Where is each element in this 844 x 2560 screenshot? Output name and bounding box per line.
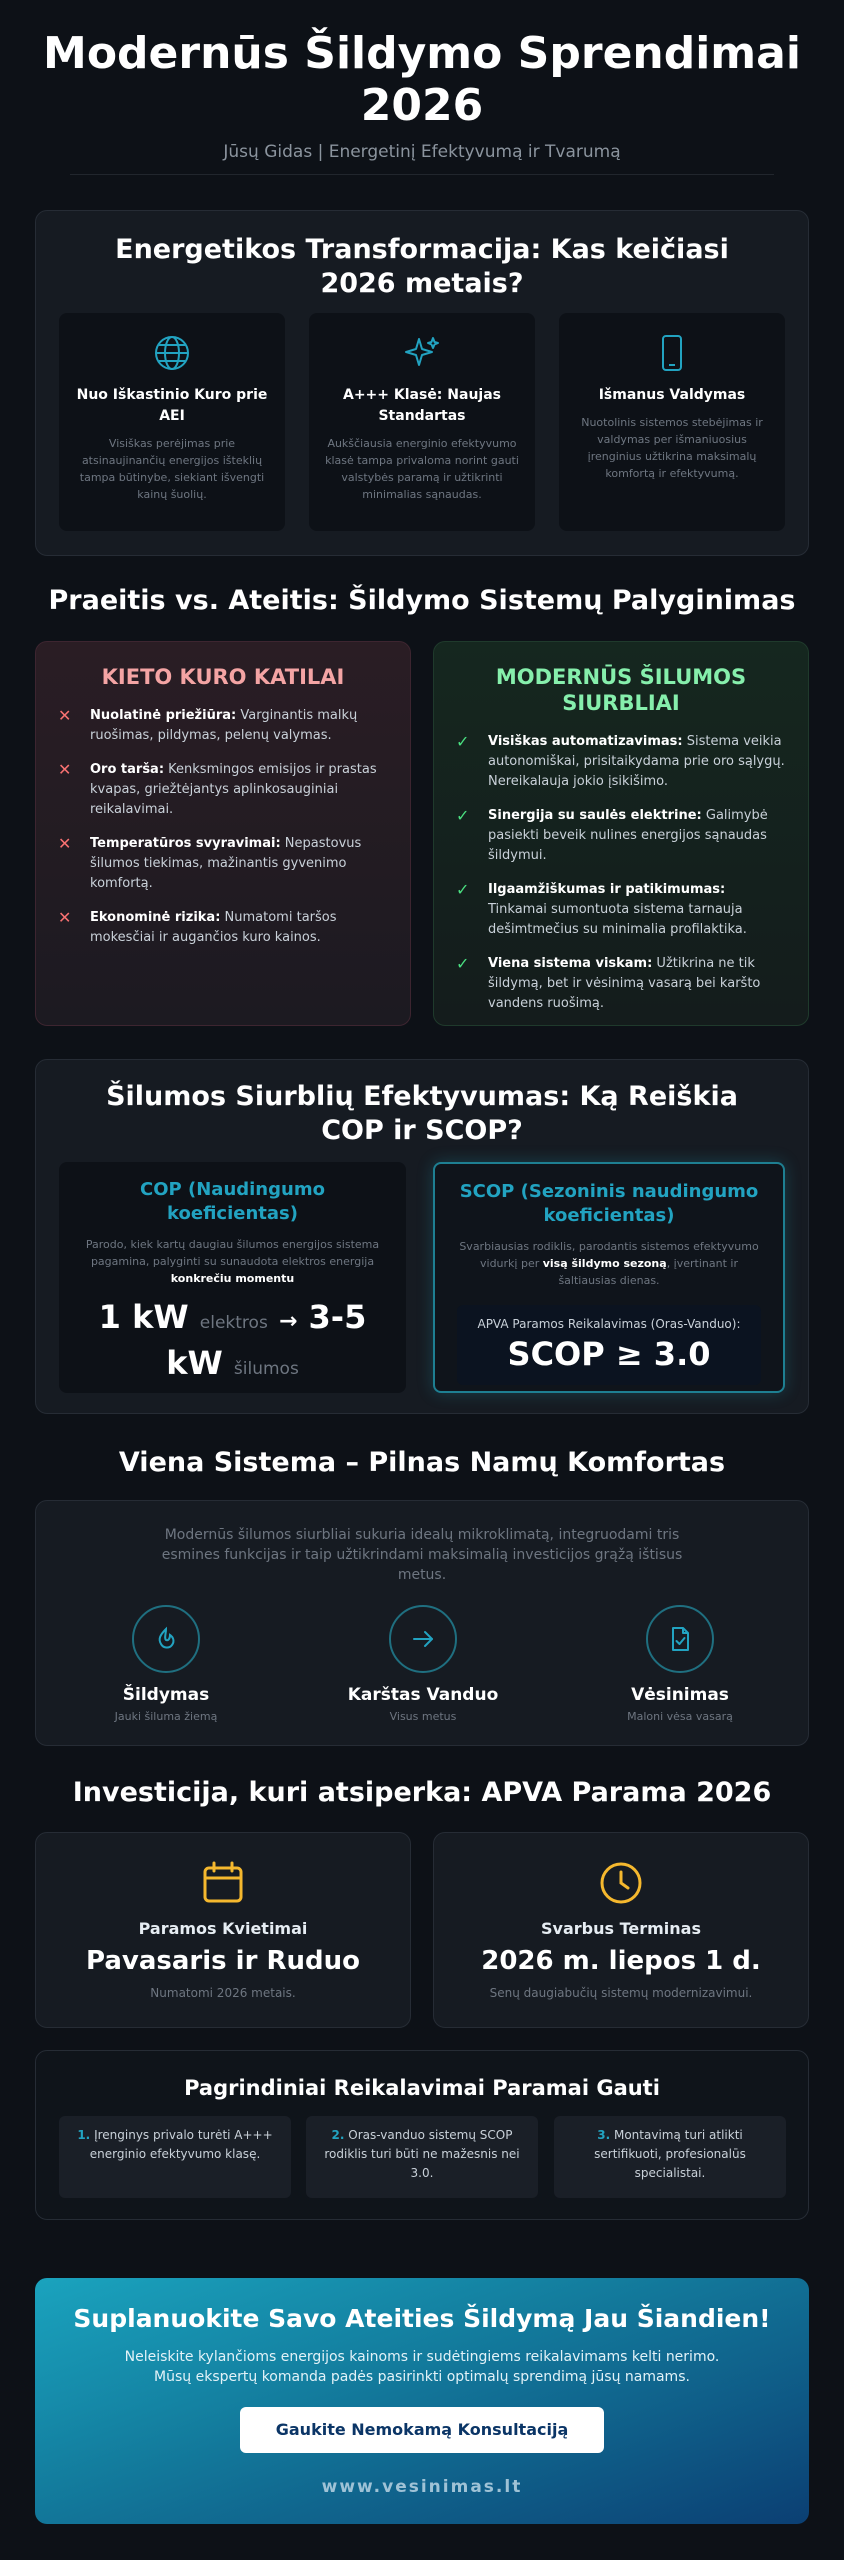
arrow-icon: → [278, 1309, 298, 1334]
scop-text: Svarbiausias rodiklis, parodantis sistemos efektyvumo vidurkį per [459, 1240, 759, 1270]
feature-title: Karštas Vanduo [347, 1685, 499, 1705]
cta-title: Suplanuokite Savo Ateities Šildymą Jau Šiandien! [73, 2304, 771, 2333]
feature-heating [66, 1605, 266, 1723]
scop-title: SCOP (Sezoninis naudingumo koeficientas) [459, 1181, 759, 1226]
deadline-card [433, 1832, 809, 2028]
check-icon: ✓ [456, 732, 470, 751]
comfort-intro: Modernūs šilumos siurbliai sukuria idealų mikroklimatą, integruodami tris esmines funkcijas ir taip užtikrindami maksimalią investicijos grąžą ištisus metus. [161, 1527, 683, 1583]
cop-formula [77, 1297, 388, 1389]
page-title: Modernūs Šildymo Sprendimai 2026 [43, 28, 801, 131]
list-item [58, 706, 388, 746]
check-icon: ✓ [456, 954, 470, 973]
cross-icon: ✕ [58, 834, 72, 853]
feature-cooling [580, 1605, 780, 1723]
requirement-text: Montavimą turi atlikti sertifikuoti, profesionalūs specialistai. [594, 2128, 746, 2180]
item-text: Tinkamai sumontuota sistema tarnauja dešimtmečius su minimalia profilaktika. [488, 902, 747, 937]
item-label: Viena sistema viskam: [488, 956, 653, 971]
list-item [58, 760, 388, 820]
new-systems-list [456, 732, 786, 1014]
header-divider [70, 174, 774, 175]
card-title: A+++ Klasė: Naujas Standartas [342, 387, 501, 424]
efficiency-title: Šilumos Siurblių Efektyvumas: Ką Reiškia COP ir SCOP? [106, 1081, 738, 1146]
clock-icon [434, 1859, 808, 1907]
item-label: Ekonominė rizika: [90, 910, 221, 925]
funding-value: Pavasaris ir Ruduo [86, 1946, 360, 1976]
page-header [0, 28, 844, 162]
requirements-title: Pagrindiniai Reikalavimai Paramai Gauti [184, 2076, 660, 2100]
card-text: Visiškas perėjimas prie atsinaujinančių energijos išteklių tampa būtinybe, siekiant išvengti kainų šuolių. [79, 437, 265, 501]
item-text: Nepastovus šilumos tiekimas, mažinantis gyvenimo komfortą. [90, 836, 362, 891]
website-link[interactable]: www.vesinimas.lt [321, 2477, 523, 2497]
comfort-section [35, 1500, 809, 1746]
cross-icon: ✕ [58, 760, 72, 779]
funding-label: Svarbus Terminas [541, 1919, 701, 1938]
scop-text-bold: visą šildymo sezoną [542, 1257, 667, 1270]
formula-input: 1 kW [98, 1298, 189, 1336]
cta-text: Neleiskite kylančioms energijos kainoms ir sudėtingiems reikalavimams kelti nerimo. Mūsų ekspertų komanda padės pasirinkti optimalų sprendimą jūsų namams. [124, 2349, 720, 2385]
list-item [456, 732, 786, 792]
list-item [456, 806, 786, 866]
item-label: Visiškas automatizavimas: [488, 734, 683, 749]
item-text: Varginantis malkų ruošimas, pildymas, pelenų valymas. [90, 708, 358, 743]
comparison-title: Praeitis vs. Ateitis: Šildymo Sistemų Palyginimas [48, 585, 796, 616]
cta-section [35, 2278, 809, 2524]
requirement-text: Įrenginys privalo turėti A+++ energinio efektyvumo klasę. [89, 2128, 273, 2161]
formula-output-unit: šilumos [233, 1359, 299, 1379]
item-label: Ilgaamžiškumas ir patikimumas: [488, 882, 726, 897]
funding-label: Paramos Kvietimai [138, 1919, 308, 1938]
requirement-item [554, 2116, 786, 2198]
requirement-number: 2. [331, 2128, 345, 2142]
requirement-number: 1. [77, 2128, 91, 2142]
feature-title: Vėsinimas [631, 1685, 729, 1705]
arrow-right-icon [389, 1605, 457, 1673]
item-text: Kenksmingos emisijos ir prastas kvapas, griežtėjantys aplinkosauginiai reikalavimai. [90, 762, 377, 817]
globe-icon [73, 331, 271, 375]
page-subtitle: Jūsų Gidas | Energetinį Efektyvumą ir Tvarumą [223, 142, 621, 162]
feature-title: Šildymas [122, 1685, 210, 1705]
sparkle-icon [323, 331, 521, 375]
list-item [456, 880, 786, 940]
feature-subtitle: Jauki šiluma žiemą [114, 1710, 218, 1723]
requirement-value: SCOP ≥ 3.0 [507, 1335, 711, 1373]
cop-text: Parodo, kiek kartų daugiau šilumos energijos sistema pagamina, palyginti su sunaudota elektros energija [85, 1238, 380, 1268]
flame-icon [132, 1605, 200, 1673]
funding-calls-card [35, 1832, 411, 2028]
scop-card [433, 1162, 785, 1393]
requirement-number: 3. [597, 2128, 611, 2142]
check-icon: ✓ [456, 880, 470, 899]
feature-subtitle: Visus metus [389, 1710, 457, 1723]
document-check-icon [646, 1605, 714, 1673]
item-label: Temperatūros svyravimai: [90, 836, 281, 851]
list-item [58, 908, 388, 948]
comfort-title: Viena Sistema – Pilnas Namų Komfortas [118, 1447, 726, 1478]
transformation-card [59, 313, 285, 531]
old-systems-title: KIETO KURO KATILAI [101, 665, 345, 689]
scop-description [453, 1238, 765, 1289]
requirement-text: Oras-vanduo sistemų SCOP rodiklis turi būti ne mažesnis nei 3.0. [324, 2128, 520, 2180]
formula-output: 3-5 kW [166, 1298, 367, 1382]
new-systems-panel [433, 641, 809, 1026]
card-text: Aukščiausia energinio efektyvumo klasė tampa privaloma norint gauti valstybės paramą ir užtikrinti minimalias sąnaudas. [325, 437, 519, 501]
old-systems-list [58, 706, 388, 948]
calendar-icon [36, 1859, 410, 1907]
item-text: Galimybė pasiekti beveik nulines energijos sąnaudas šildymui. [488, 808, 768, 863]
card-title: Išmanus Valdymas [598, 387, 746, 403]
cross-icon: ✕ [58, 706, 72, 725]
smartphone-icon [573, 331, 771, 375]
efficiency-section [35, 1059, 809, 1414]
card-title: Nuo Iškastinio Kuro prie AEI [76, 387, 268, 424]
cop-card [59, 1162, 406, 1393]
requirement-label: APVA Paramos Reikalavimas (Oras-Vanduo): [477, 1317, 741, 1331]
requirement-item [59, 2116, 291, 2198]
check-icon: ✓ [456, 806, 470, 825]
list-item [58, 834, 388, 894]
item-label: Sinergija su saulės elektrine: [488, 808, 702, 823]
requirements-section [35, 2050, 809, 2220]
item-text: Sistema veikia autonomiškai, prisitaikydama prie oro sąlygų. Nereikalauja jokio įsikišimo. [488, 734, 785, 789]
item-label: Oro tarša: [90, 762, 165, 777]
consultation-button[interactable]: Gaukite Nemokamą Konsultaciją [240, 2407, 604, 2453]
new-systems-title: MODERNŪS ŠILUMOS SIURBLIAI [495, 665, 747, 715]
cop-title: COP (Naudingumo koeficientas) [140, 1179, 325, 1224]
formula-input-unit: elektros [199, 1313, 268, 1333]
feature-subtitle: Maloni vėsa vasarą [627, 1710, 733, 1723]
transformation-section [35, 210, 809, 556]
item-text: Užtikrina ne tik šildymą, bet ir vėsinimą vasarą bei karšto vandens ruošimą. [488, 956, 761, 1011]
cop-description [77, 1236, 388, 1287]
requirement-item [306, 2116, 538, 2198]
transformation-card [559, 313, 785, 531]
cross-icon: ✕ [58, 908, 72, 927]
feature-hot-water [323, 1605, 523, 1723]
transformation-title: Energetikos Transformacija: Kas keičiasi 2026 metais? [115, 234, 729, 299]
investment-title: Investicija, kuri atsiperka: APVA Parama 2026 [72, 1777, 772, 1808]
transformation-card [309, 313, 535, 531]
item-label: Nuolatinė priežiūra: [90, 708, 237, 723]
funding-note: Numatomi 2026 metais. [150, 1986, 296, 2000]
item-text: Numatomi taršos mokesčiai ir augančios kuro kainos. [90, 910, 337, 945]
funding-note: Senų daugiabučių sistemų modernizavimui. [489, 1986, 753, 2000]
funding-value: 2026 m. liepos 1 d. [481, 1946, 761, 1976]
scop-requirement [457, 1305, 761, 1385]
card-text: Nuotolinis sistemos stebėjimas ir valdymas per išmaniuosius įrenginius užtikrina maksimalų komfortą ir efektyvumą. [581, 416, 763, 480]
list-item [456, 954, 786, 1014]
cop-text-bold: konkrečiu momentu [170, 1272, 295, 1285]
old-systems-panel [35, 641, 411, 1026]
scop-text-end: , įvertinant ir šaltiausias dienas. [558, 1257, 738, 1287]
